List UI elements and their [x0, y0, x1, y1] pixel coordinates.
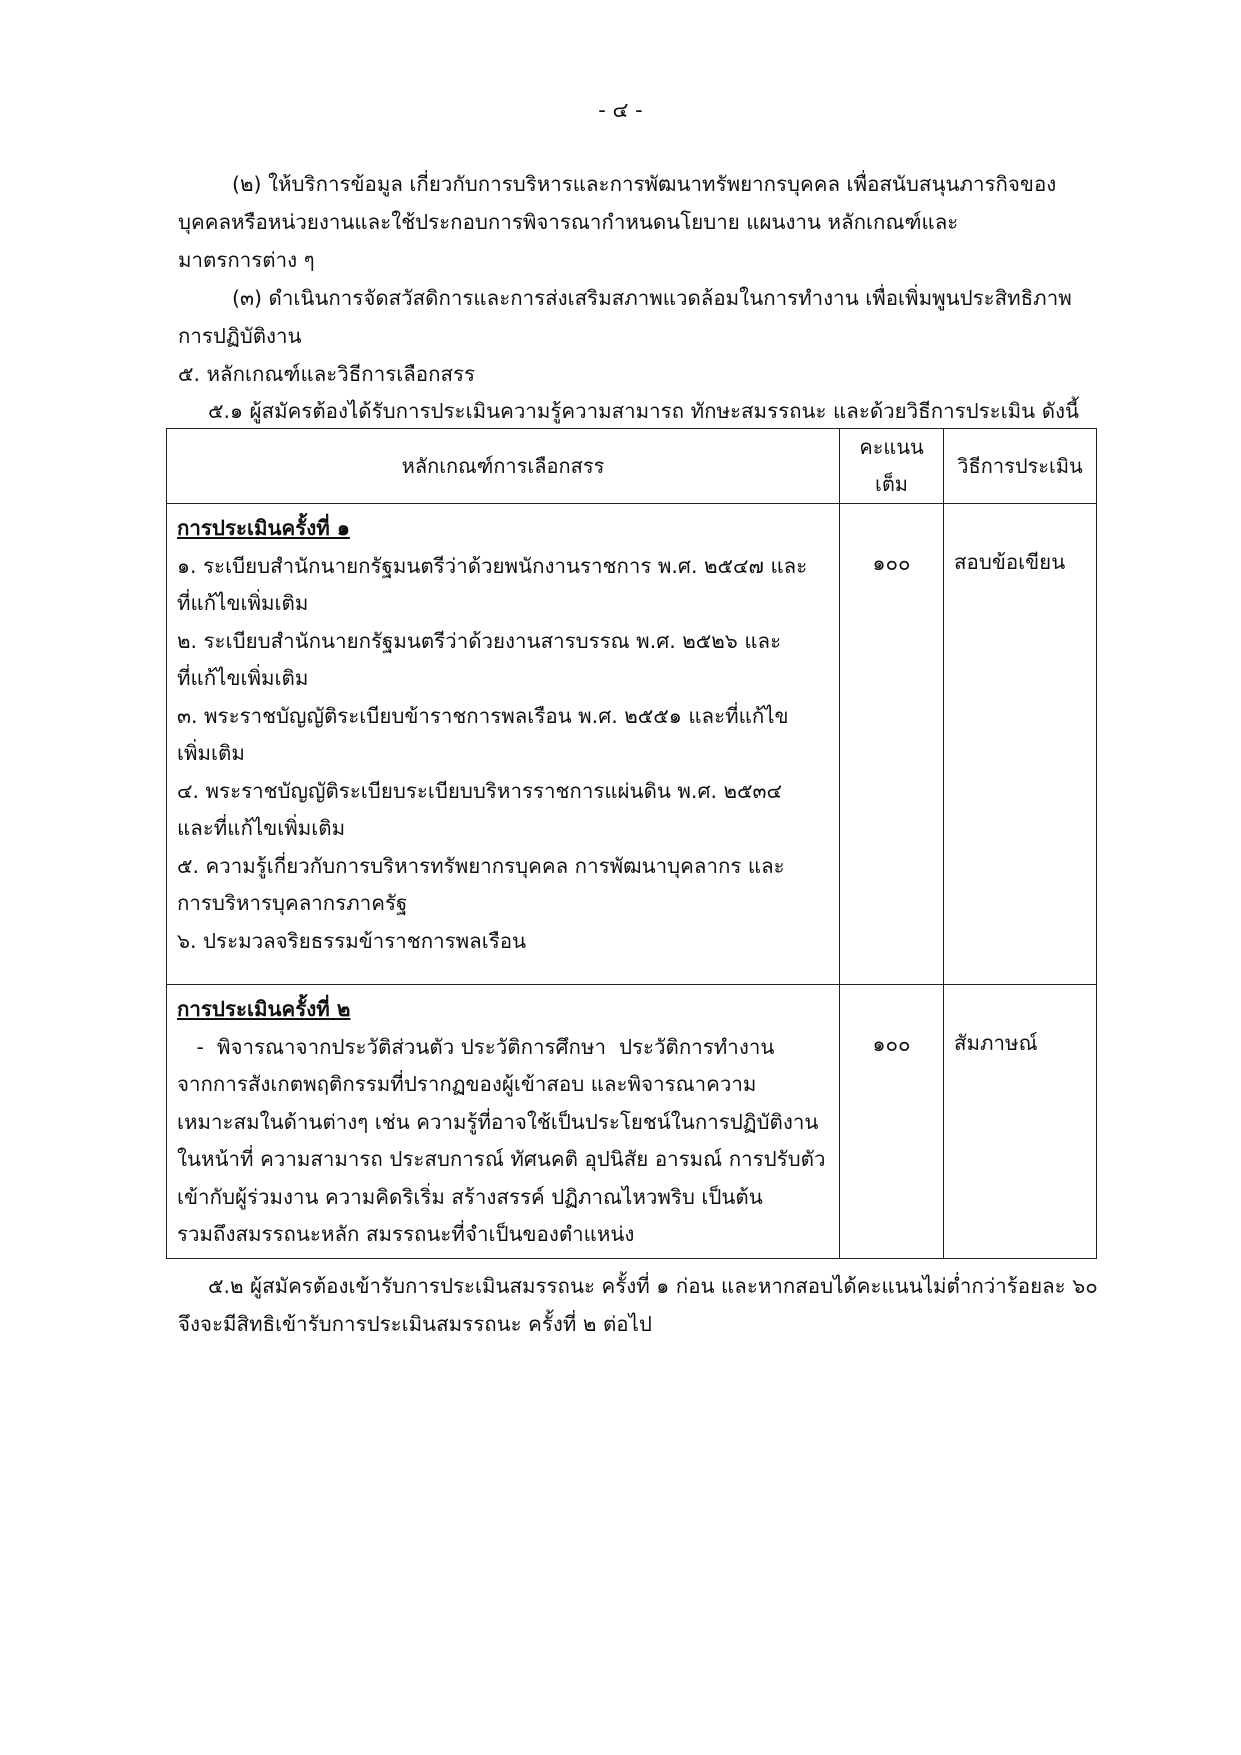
round-2-line: - พิจารณาจากประวัติส่วนตัว ประวัติการศึกษา ประวัติการทำงาน — [177, 1034, 775, 1059]
round-1-line: และที่แก้ไขเพิ่มเติม — [177, 816, 346, 840]
round-2-line: ในหน้าที่ ความสามารถ ประสบการณ์ ทัศนคติ อุปนิสัย อารมณ์ การปรับตัว — [177, 1147, 826, 1171]
section-5-heading: ๕. หลักเกณฑ์และวิธีการเลือกสรร — [178, 362, 476, 386]
round-1-line: ๒. ระเบียบสำนักนายกรัฐมนตรีว่าด้วยงานสารบรรณ พ.ศ. ๒๕๒๖ และ — [177, 628, 782, 653]
header-score-line-2: เต็ม — [874, 472, 908, 496]
round-2-criteria-cell — [167, 985, 840, 1259]
round-1-method: สอบข้อเขียน — [954, 550, 1066, 574]
round-2-score: ๑๐๐ — [872, 1032, 911, 1056]
round-1-method-cell — [944, 504, 1097, 985]
round-1-score-cell — [840, 504, 944, 985]
header-full-score — [840, 429, 944, 504]
section-5-2-line-1: ๕.๒ ผู้สมัครต้องเข้ารับการประเมินสมรรถนะ ครั้งที่ ๑ ก่อน และหากสอบได้คะแนนไม่ต่ำกว่าร้อยละ ๖๐ — [208, 1274, 1098, 1298]
round-1-line: การบริหารบุคลากรภาครัฐ — [177, 891, 408, 915]
round-2-method-cell — [944, 985, 1097, 1259]
header-score-line-1: คะแนน — [859, 435, 924, 459]
table-header-row — [167, 429, 1097, 504]
paragraph-3-line-2: การปฏิบัติงาน — [178, 324, 302, 348]
round-1-line: ที่แก้ไขเพิ่มเติม — [177, 591, 309, 615]
header-criteria: หลักเกณฑ์การเลือกสรร — [167, 429, 840, 504]
round-1-title: การประเมินครั้งที่ ๑ — [177, 516, 350, 540]
round-2-method: สัมภาษณ์ — [954, 1031, 1038, 1055]
round-1-score: ๑๐๐ — [872, 551, 911, 575]
paragraph-2-line-3: มาตรการต่าง ๆ — [178, 248, 315, 272]
round-1-line: ๑. ระเบียบสำนักนายกรัฐมนตรีว่าด้วยพนักงานราชการ พ.ศ. ๒๕๔๗ และ — [177, 553, 808, 578]
round-1-line: ๕. ความรู้เกี่ยวกับการบริหารทรัพยากรบุคคล การพัฒนาบุคลากร และ — [177, 853, 785, 878]
round-2-score-cell — [840, 985, 944, 1259]
round-1-line: ๖. ประมวลจริยธรรมข้าราชการพลเรือน — [177, 928, 527, 953]
table-row — [167, 985, 1097, 1259]
header-method: วิธีการประเมิน — [944, 429, 1097, 504]
section-5-2-line-2: จึงจะมีสิทธิเข้ารับการประเมินสมรรถนะ ครั้งที่ ๒ ต่อไป — [178, 1312, 652, 1336]
page-number: - ๔ - — [598, 98, 643, 122]
paragraph-2-line-2: บุคคลหรือหน่วยงานและใช้ประกอบการพิจารณากำหนดนโยบาย แผนงาน หลักเกณฑ์และ — [178, 210, 959, 234]
round-2-line: เหมาะสมในด้านต่างๆ เช่น ความรู้ที่อาจใช้เป็นประโยชน์ในการปฏิบัติงาน — [177, 1109, 819, 1134]
paragraph-2-line-1: (๒) ให้บริการข้อมูล เกี่ยวกับการบริหารและการพัฒนาทรัพยากรบุคคล เพื่อสนับสนุนภารกิจของ — [232, 172, 1057, 196]
paragraph-3-line-1: (๓) ดำเนินการจัดสวัสดิการและการส่งเสริมสภาพแวดล้อมในการทำงาน เพื่อเพิ่มพูนประสิทธิภาพ — [232, 286, 1072, 310]
round-1-line: ๔. พระราชบัญญัติระเบียบระเบียบบริหารราชการแผ่นดิน พ.ศ. ๒๕๓๔ — [177, 778, 783, 803]
section-5-1-text: ๕.๑ ผู้สมัครต้องได้รับการประเมินความรู้ความสามารถ ทักษะสมรรถนะ และด้วยวิธีการประเมิน ดังนี้ — [208, 399, 1080, 423]
round-1-line: ที่แก้ไขเพิ่มเติม — [177, 666, 309, 690]
table-row — [167, 504, 1097, 985]
round-2-line: จากการสังเกตพฤติกรรมที่ปรากฏของผู้เข้าสอบ และพิจารณาความ — [177, 1072, 757, 1096]
round-2-line: เข้ากับผู้ร่วมงาน ความคิดริเริ่ม สร้างสรรค์ ปฏิภาณไหวพริบ เป็นต้น — [177, 1184, 763, 1209]
round-1-criteria-cell — [167, 504, 840, 985]
round-2-line: รวมถึงสมรรถนะหลัก สมรรถนะที่จำเป็นของตำแหน่ง — [177, 1222, 635, 1246]
criteria-table — [166, 428, 1097, 1259]
round-1-line: เพิ่มเติม — [177, 741, 245, 765]
round-1-line: ๓. พระราชบัญญัติระเบียบข้าราชการพลเรือน พ.ศ. ๒๕๕๑ และที่แก้ไข — [177, 703, 789, 728]
round-2-title: การประเมินครั้งที่ ๒ — [177, 997, 351, 1021]
